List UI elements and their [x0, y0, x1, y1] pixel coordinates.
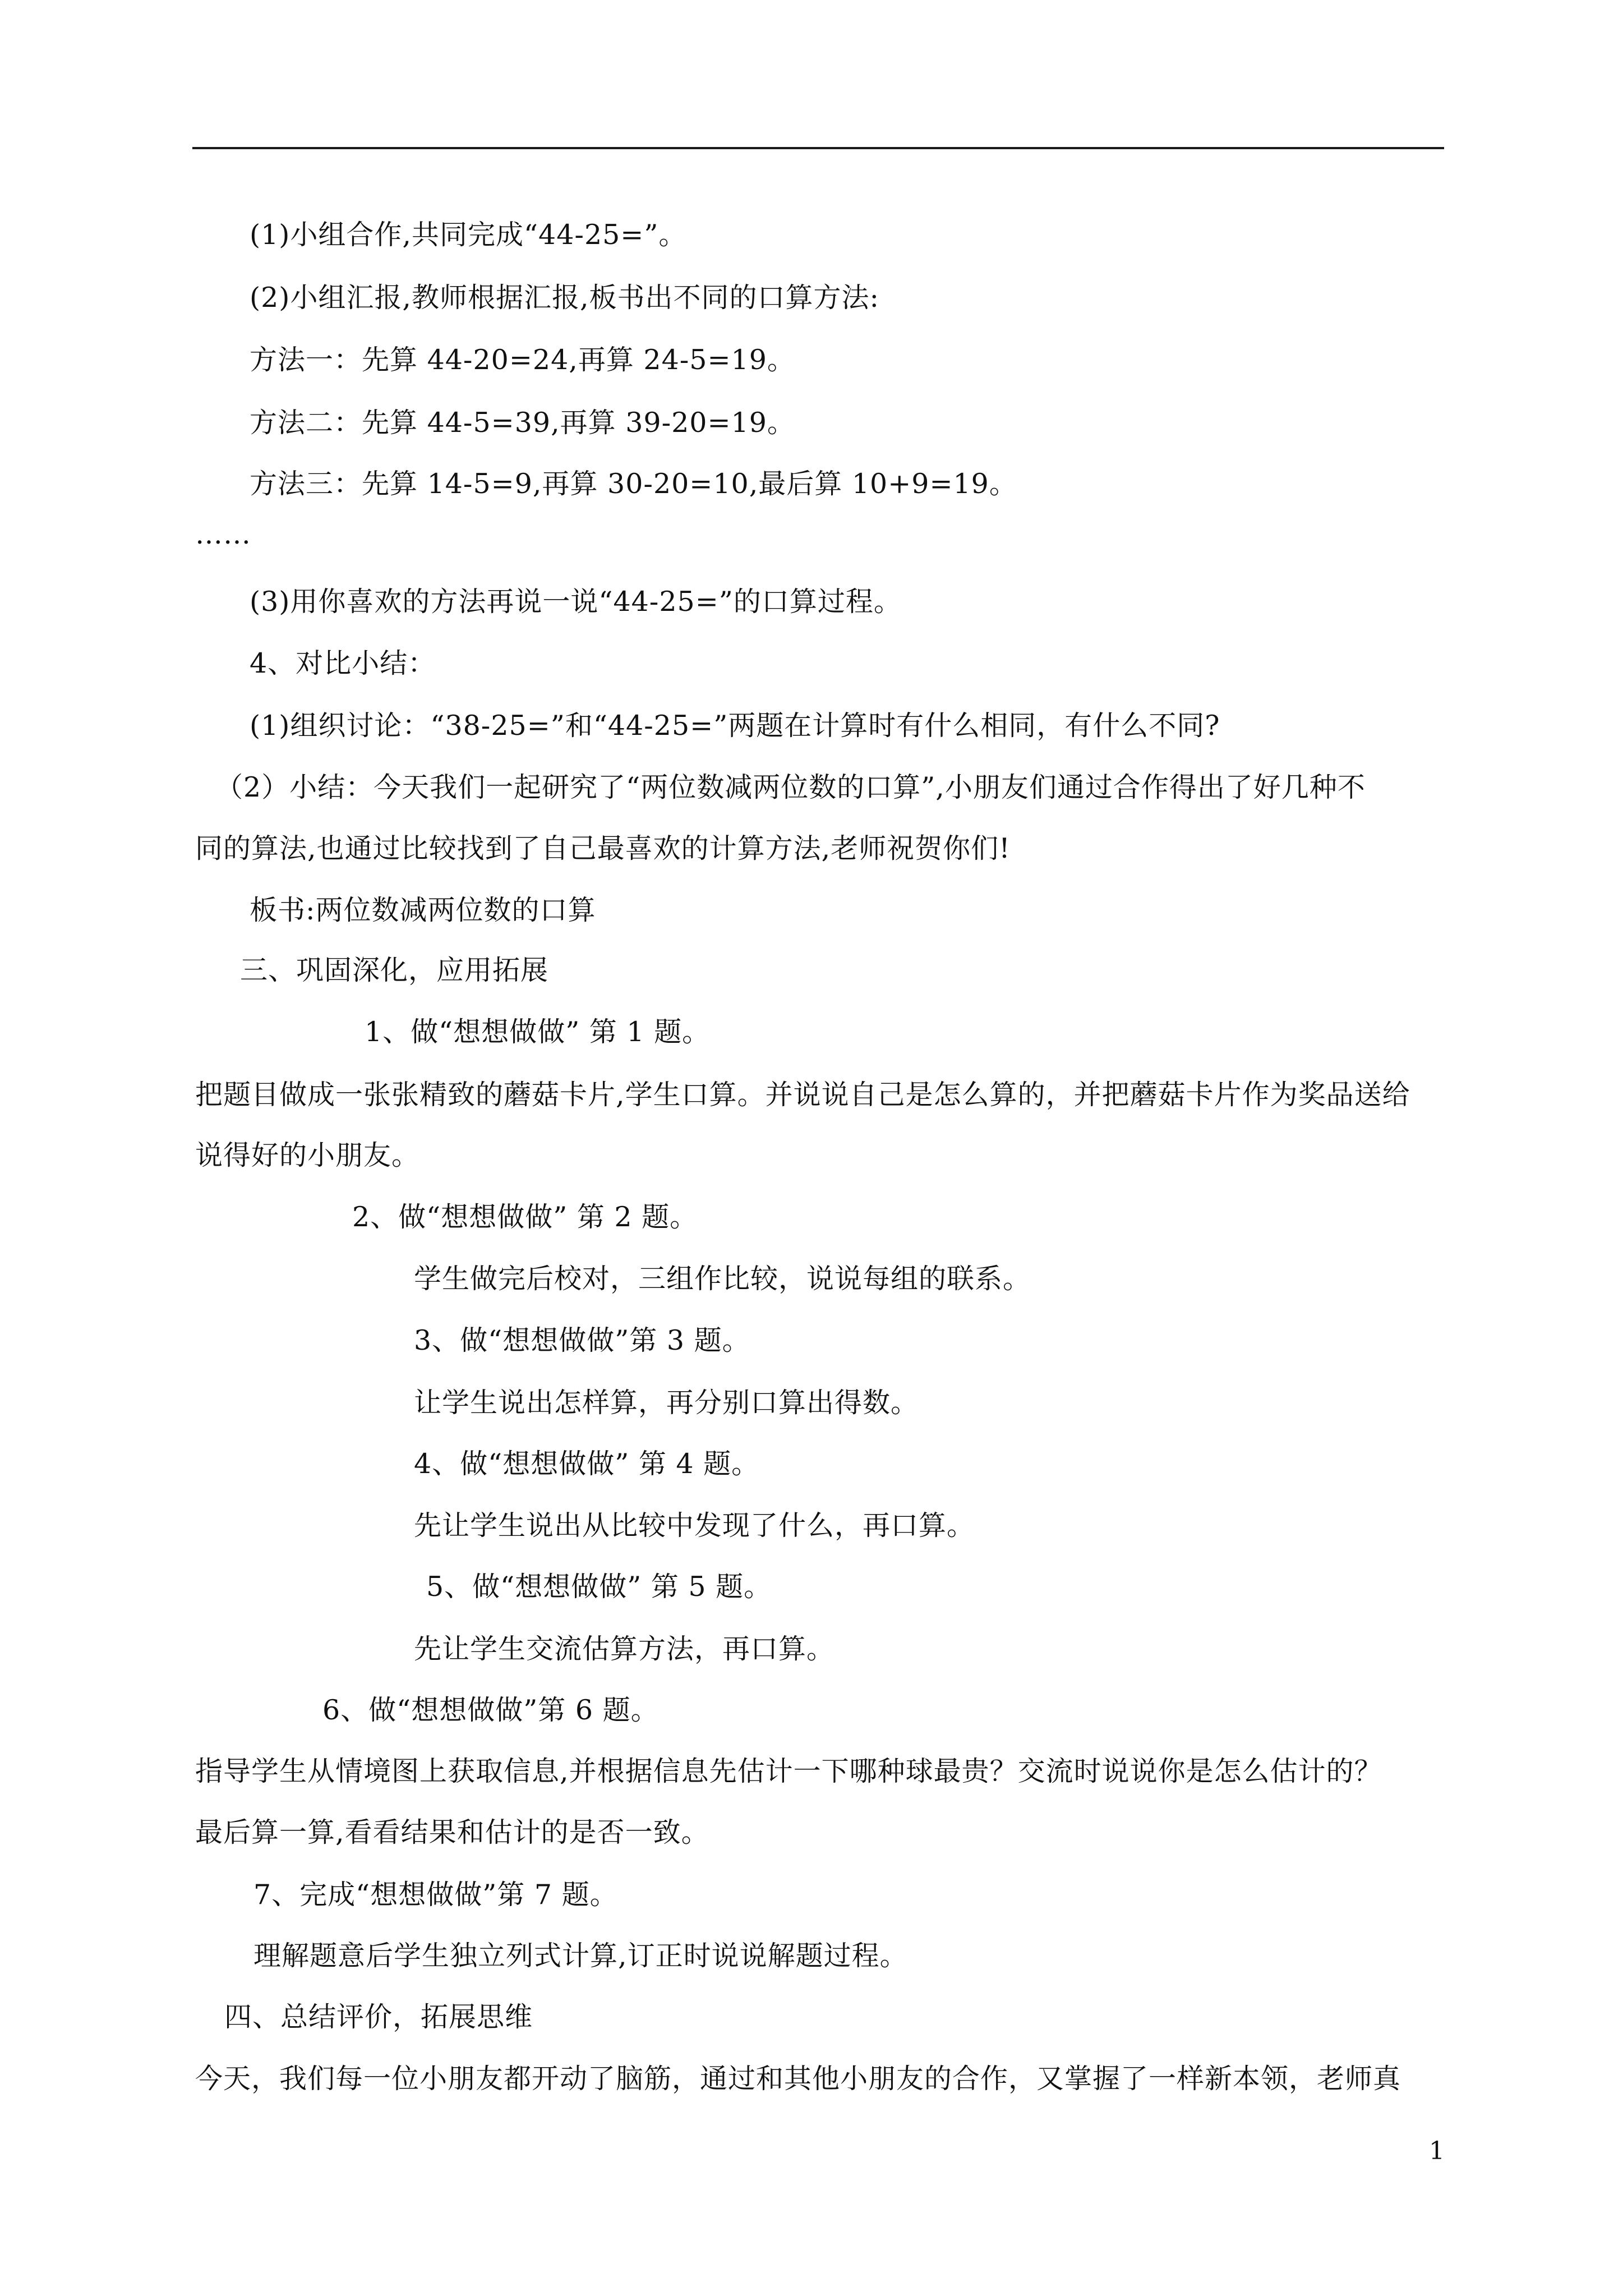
text-line: (1)组织讨论：“38-25=”和“44-25=”两题在计算时有什么相同，有什么不同?	[250, 710, 1220, 742]
text-line: 指导学生从情境图上获取信息,并根据信息先估计一下哪种球最贵？交流时说说你是怎么估计的？	[195, 1755, 1382, 1787]
exercise-item: 6、做“想想做做”第 6 题。	[322, 1694, 659, 1726]
text-line: 理解题意后学生独立列式计算,订正时说说解题过程。	[253, 1940, 908, 1972]
exercise-item: 7、完成“想想做做”第 7 题。	[253, 1879, 618, 1911]
section-heading: 4、对比小结：	[250, 647, 436, 679]
text-line: 今天，我们每一位小朋友都开动了脑筋，通过和其他小朋友的合作，又掌握了一样新本领，老师真	[195, 2063, 1401, 2095]
exercise-item: 5、做“想想做做” 第 5 题。	[426, 1571, 772, 1603]
text-line: 方法二：先算 44-5=39,再算 39-20=19。	[250, 407, 795, 439]
text-line: (2)小组汇报,教师根据汇报,板书出不同的口算方法:	[250, 282, 880, 314]
text-line: 学生做完后校对，三组作比较，说说每组的联系。	[414, 1263, 1031, 1295]
exercise-item: 4、做“想想做做” 第 4 题。	[414, 1448, 760, 1480]
text-line: 最后算一算,看看结果和估计的是否一致。	[195, 1816, 709, 1848]
page-number: 1	[1429, 2137, 1445, 2165]
ellipsis: ……	[195, 518, 251, 550]
section-heading: 四、总结评价，拓展思维	[224, 2001, 533, 2033]
text-line: 先让学生交流估算方法，再口算。	[414, 1633, 835, 1665]
exercise-item: 2、做“想想做做” 第 2 题。	[352, 1201, 698, 1233]
exercise-item: 3、做“想想做做”第 3 题。	[414, 1324, 750, 1356]
text-line: （2）小结：今天我们一起研究了“两位数减两位数的口算”,小朋友们通过合作得出了好几种不	[215, 771, 1366, 803]
text-line: 先让学生说出从比较中发现了什么，再口算。	[414, 1510, 975, 1542]
text-line: (3)用你喜欢的方法再说一说“44-25=”的口算过程。	[250, 586, 902, 618]
exercise-item: 1、做“想想做做” 第 1 题。	[365, 1016, 711, 1048]
text-line: 方法三：先算 14-5=9,再算 30-20=10,最后算 10+9=19。	[250, 468, 1017, 500]
text-line: 方法一：先算 44-20=24,再算 24-5=19。	[250, 344, 795, 376]
text-line: 说得好的小朋友。	[195, 1139, 420, 1171]
header-rule	[192, 147, 1444, 149]
section-heading: 三、巩固深化，应用拓展	[240, 954, 549, 986]
text-line: 把题目做成一张张精致的蘑菇卡片,学生口算。并说说自己是怎么算的，并把蘑菇卡片作为奖品送给	[195, 1079, 1410, 1111]
text-line: 同的算法,也通过比较找到了自己最喜欢的计算方法,老师祝贺你们!	[195, 832, 1011, 864]
text-line: (1)小组合作,共同完成“44-25=”。	[250, 219, 687, 251]
text-line: 板书:两位数减两位数的口算	[250, 894, 596, 926]
text-line: 让学生说出怎样算，再分别口算出得数。	[414, 1387, 919, 1419]
